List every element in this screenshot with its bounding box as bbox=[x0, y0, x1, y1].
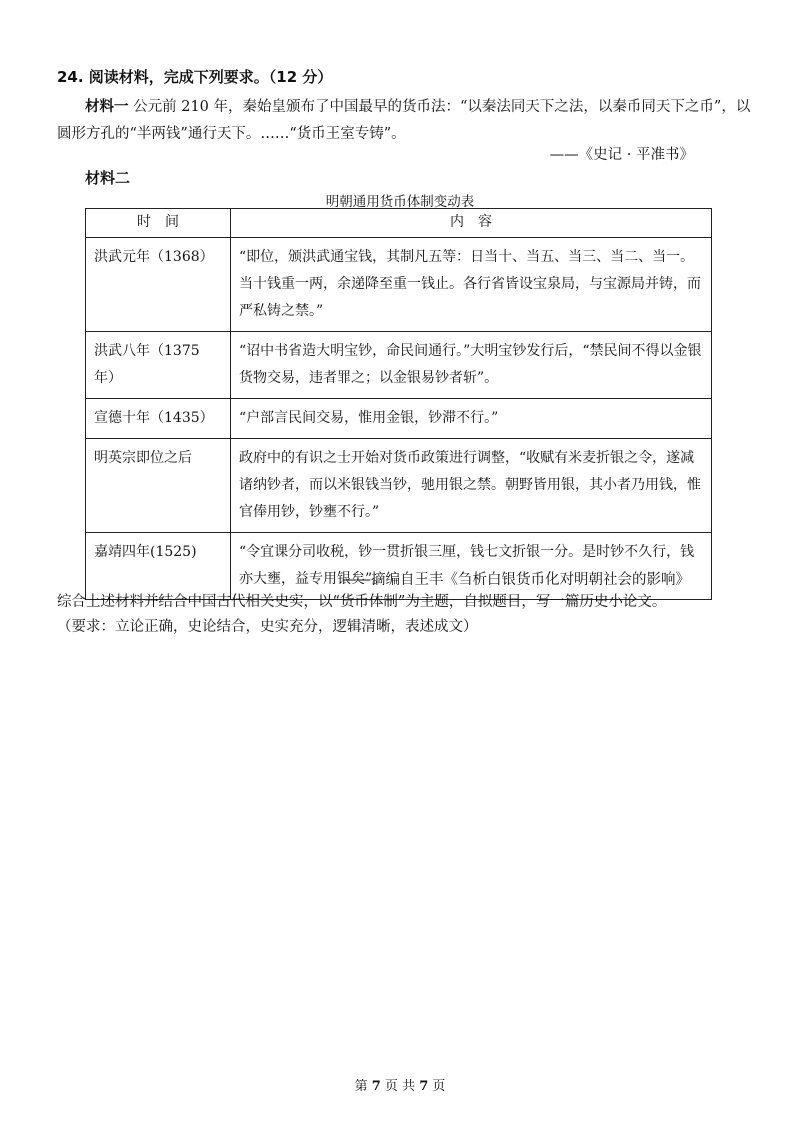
task-instructions bbox=[57, 590, 777, 640]
footer-total-pages: 7 bbox=[419, 1079, 429, 1094]
row-content: 政府中的有识之士开始对货币政策进行调整，“收赋有米麦折银之令，遂减诸纳钞者，而以米银钱当钞，驰用银之禁。朝野皆用银，其小者乃用钱，惟官俸用钞，钞壅不行。” bbox=[231, 439, 712, 533]
header-time: 时 间 bbox=[86, 209, 231, 238]
material-1 bbox=[57, 94, 757, 148]
footer-prefix: 第 bbox=[354, 1079, 368, 1094]
footer-page-number: 7 bbox=[371, 1079, 381, 1094]
question-title: 24. 阅读材料，完成下列要求。（12 分） bbox=[57, 68, 333, 86]
row-content: “诏中书省造大明宝钞，命民间通行。”大明宝钞发行后，“禁民间不得以金银货物交易，违者罪之；以金银易钞者斩”。 bbox=[231, 332, 712, 399]
currency-system-table bbox=[85, 208, 712, 600]
table-row bbox=[86, 332, 712, 399]
row-content: “户部言民间交易，惟用金银，钞滞不行。” bbox=[231, 399, 712, 439]
row-content: “即位，颁洪武通宝钱，其制凡五等：日当十、当五、当三、当二、当一。当十钱重一两，余递降至重一钱止。各行省皆设宝泉局，与宝源局并铸，而严私铸之禁。” bbox=[231, 238, 712, 332]
table-header-row bbox=[86, 209, 712, 238]
row-time: 洪武元年（1368） bbox=[86, 238, 231, 332]
task-line-1: 综合上述材料并结合中国古代相关史实，以“货币体制”为主题，自拟题目，写一篇历史小论文。 bbox=[57, 594, 667, 610]
row-time: 宣德十年（1435） bbox=[86, 399, 231, 439]
row-time: 嘉靖四年(1525) bbox=[86, 533, 231, 600]
table-row bbox=[86, 399, 712, 439]
table-row bbox=[86, 439, 712, 533]
footer-middle: 页 共 bbox=[384, 1079, 416, 1094]
footer-suffix: 页 bbox=[432, 1079, 446, 1094]
row-time: 明英宗即位之后 bbox=[86, 439, 231, 533]
material-1-source: ——《史记 · 平准书》 bbox=[549, 147, 694, 163]
row-time: 洪武八年（1375 年） bbox=[86, 332, 231, 399]
table-caption: 明朝通用货币体制变动表 bbox=[325, 194, 475, 210]
table-source: ——摘编自王丰《刍析白银货币化对明朝社会的影响》 bbox=[342, 572, 690, 588]
page-footer bbox=[0, 1075, 800, 1094]
table-row bbox=[86, 238, 712, 332]
row-content: “令宜课分司收税，钞一贯折银三厘，钱七文折银一分。是时钞不久行，钱亦大壅，益专用银矣”。 bbox=[231, 533, 712, 600]
material-1-text: 公元前 210 年，秦始皇颁布了中国最早的货币法：“以秦法同天下之法，以秦币同天下之币”，以圆形方孔的“半两钱”通行天下。……“货币王室专铸”。 bbox=[57, 99, 751, 142]
header-content: 内 容 bbox=[231, 209, 712, 238]
material-1-label: 材料一 bbox=[85, 99, 129, 115]
material-2-label: 材料二 bbox=[85, 169, 131, 187]
task-line-2: （要求：立论正确，史论结合，史实充分，逻辑清晰，表述成文） bbox=[57, 619, 478, 635]
